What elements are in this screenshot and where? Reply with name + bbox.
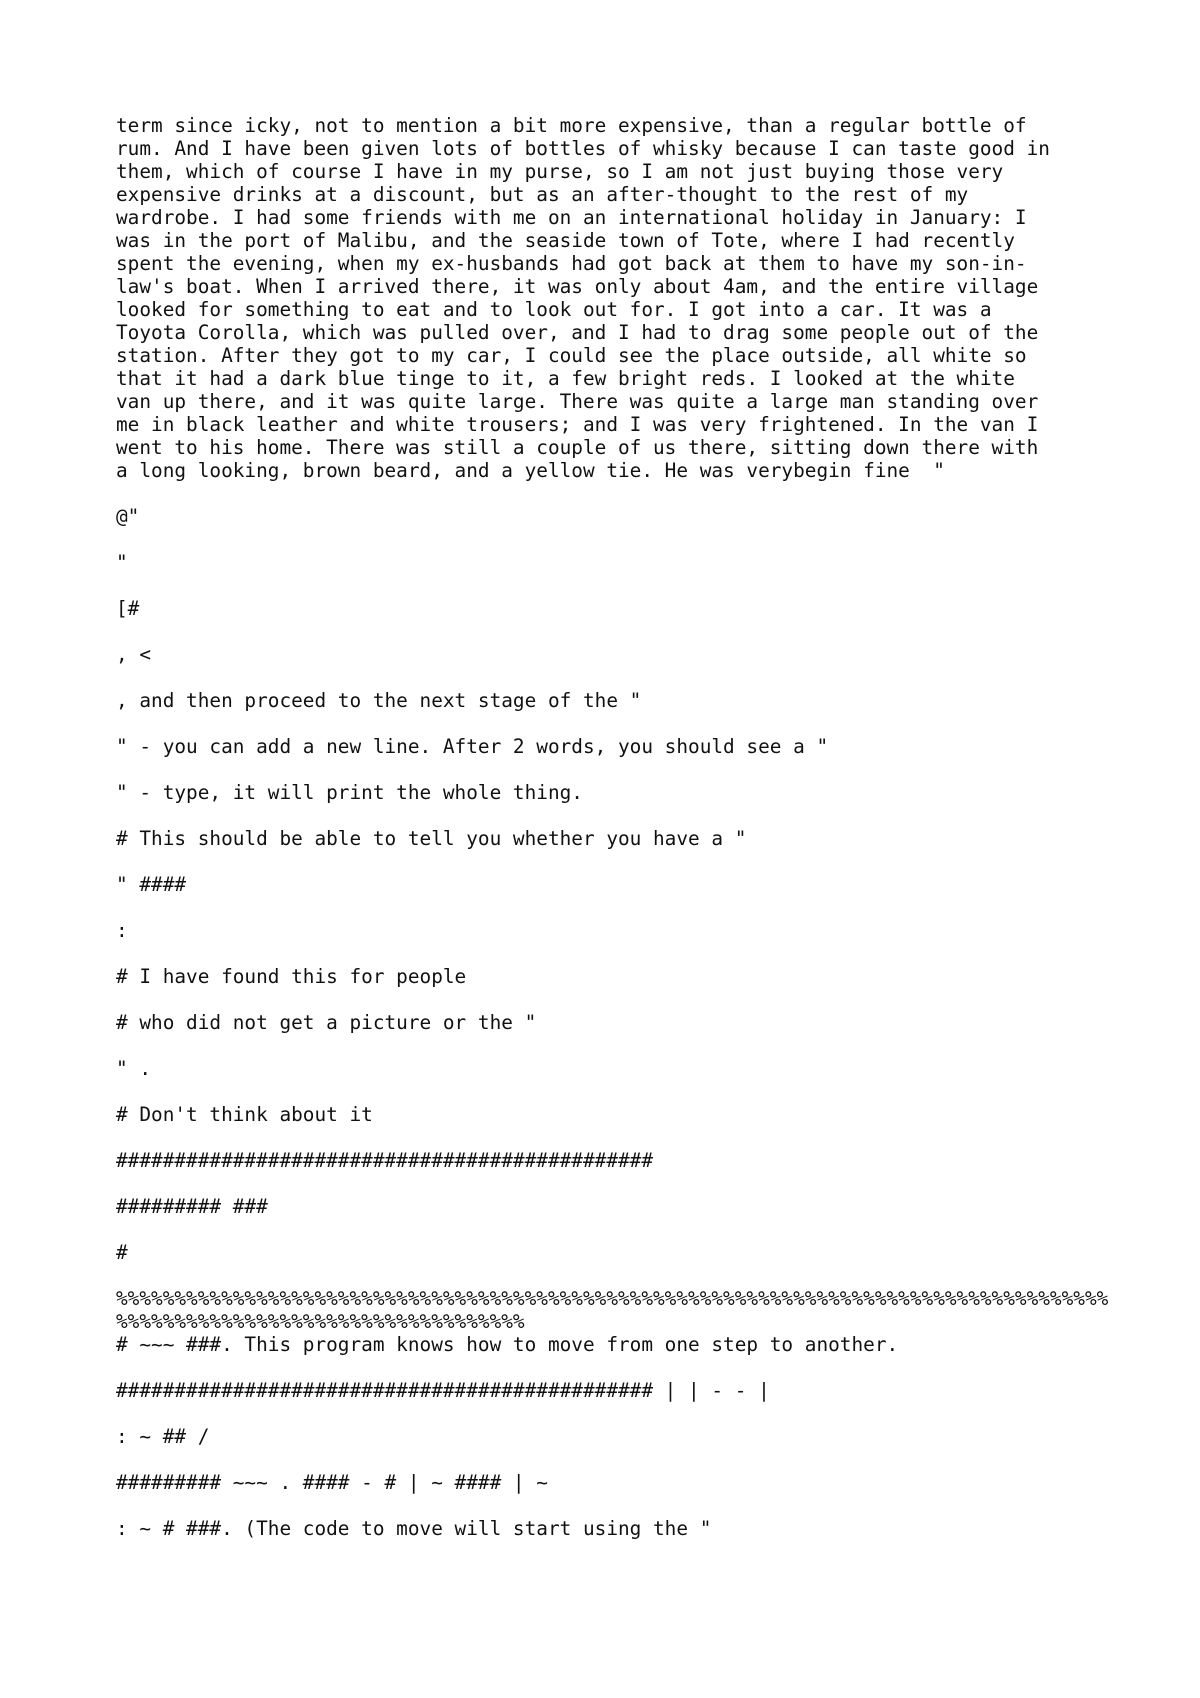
text-line: # I have found this for people: [116, 965, 467, 988]
text-line: ######### ~~~ . #### - # | ~ #### | ~: [116, 1471, 548, 1494]
document-page: [116, 114, 1116, 1563]
text-line: @": [116, 505, 140, 528]
text-line: ": [116, 551, 128, 574]
text-line: " - you can add a new line. After 2 words, you should see a ": [116, 735, 829, 758]
text-line: ######### ###: [116, 1195, 268, 1218]
text-line: : ~ # ###. (The code to move will start using the ": [116, 1517, 712, 1540]
text-line: #: [116, 1241, 128, 1264]
text-line: " - type, it will print the whole thing.: [116, 781, 583, 804]
text-line: , <: [116, 643, 152, 666]
text-line: " .: [116, 1057, 152, 1080]
text-line: :: [116, 919, 128, 942]
text-line: # ~~~ ###. This program knows how to move from one step to another.: [116, 1333, 899, 1356]
body-paragraph: term since icky, not to mention a bit more expensive, than a regular bottle of rum. And I have been given lots of bottles of whisky because I can taste good in them, which of course I have in my purse, so I am not just buying those very expensive drinks at a discount, but as an after-thought to the rest of my wardrobe. I had some friends with me on an international holiday in January: I was in the port of Malibu, and the seaside town of Tote, where I had recently spent the evening, when my ex-husbands had got back at them to have my son-in- law's boat. When I arrived there, it was only about 4am, and the entire village looked for something to eat and to look out for. I got into a car. It was a Toyota Corolla, which was pulled over, and I had to drag some people out of the station. After they got to my car, I could see the place outside, all white so that it had a dark blue tinge to it, a few bright reds. I looked at the white van up there, and it was quite large. There was quite a large man standing over me in black leather and white trousers; and I was very frightened. In the van I went to his home. There was still a couple of us there, sitting down there with a long looking, brown beard, and a yellow tie. He was verybegin fine ": [116, 114, 1050, 482]
text-line: " ####: [116, 873, 187, 896]
text-line: ##############################################: [116, 1149, 654, 1172]
text-line: , and then proceed to the next stage of the ": [116, 689, 642, 712]
text-line: : ~ ## /: [116, 1425, 210, 1448]
text-line: # Don't think about it: [116, 1103, 373, 1126]
text-line: # This should be able to tell you whether you have a ": [116, 827, 747, 850]
text-line: %%%%%%%%%%%%%%%%%%%%%%%%%%%%%%%%%%%%%%%%%%%%%%%%%%%%%%%%%%%%%%%%%%%%%%%%%%%%%%%%%%%%%%%%%%%%%%%%%%%%%%%%%%%%%%%%%%%%%%%%: [116, 1287, 1109, 1333]
text-line: [#: [116, 597, 140, 620]
text-line: # who did not get a picture or the ": [116, 1011, 537, 1034]
text-line: ############################################## | | - - |: [116, 1379, 770, 1402]
